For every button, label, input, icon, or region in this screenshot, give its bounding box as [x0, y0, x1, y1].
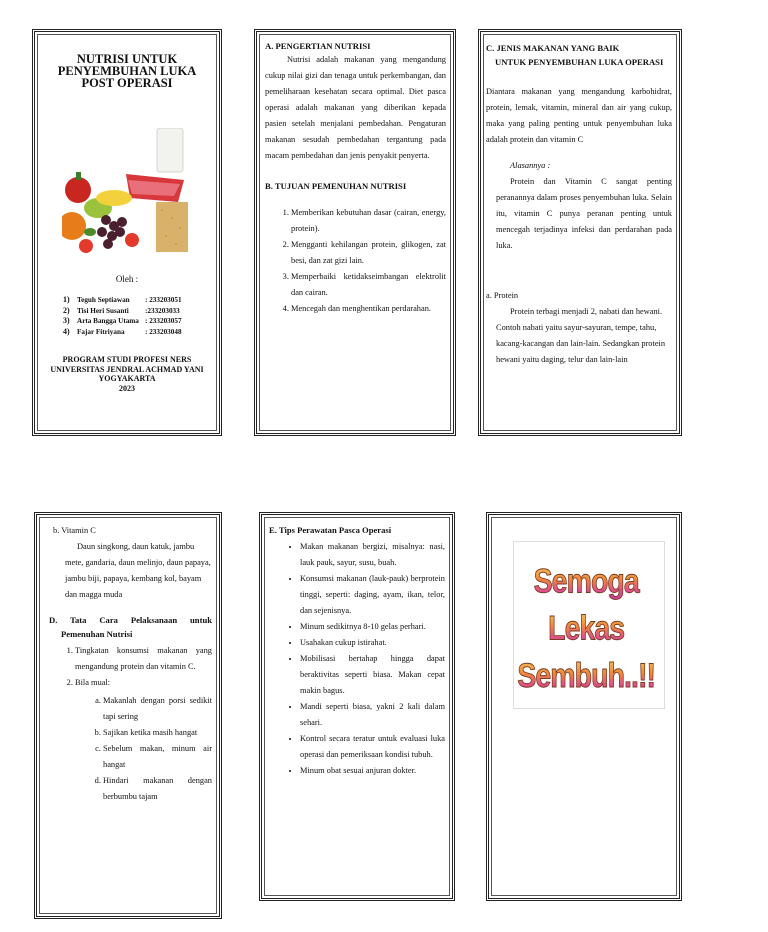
panel-tata-cara — [34, 512, 222, 919]
vitamin-c-text: Daun singkong, daun katuk, jambu mete, gandaria, daun melinjo, daun papaya, jambu biji, papaya, kembang kol, bayam dan magga muda — [65, 542, 211, 599]
wordart-line-3: Sembuh..!! — [517, 655, 656, 695]
list-item: 2. Bila mual: a. Makanlah dengan porsi sedikit tapi sering b. Sajikan ketika masih hangat c. Sebelum makan, minum air hangat d. Hindari makanan dengan berbumbu tajam — [75, 675, 212, 805]
panel-pengertian — [254, 29, 456, 436]
year: 2023 — [119, 383, 135, 393]
author-row: 4) Fajar Fitriyana : 233203048 — [63, 326, 182, 336]
author-row: 3) Arta Bangga Utama : 233203057 — [63, 316, 182, 325]
list-item: • Konsumsi makanan (lauk-pauk) berprotein tinggi, seperti: daging, ayam, ikan, telor, dan sejenisnya. — [300, 571, 445, 619]
author-row: 2) Tisi Heri Susanti :233203033 — [63, 305, 180, 315]
heading-tujuan: B. TUJUAN PEMENUHAN NUTRISI — [265, 181, 407, 191]
author-row: 1) Teguh Septiawan : 233203051 — [63, 295, 182, 304]
author-list — [63, 295, 209, 337]
sub-list — [75, 693, 212, 805]
panel-closing — [486, 512, 682, 901]
institution-block — [39, 355, 215, 393]
list-item: • Usahakan cukup istirahat. — [300, 635, 445, 651]
list-item: • Mobilisasi bertahap hingga dapat beraktivitas seperti biasa. Makan cepat makin bagus. — [300, 651, 445, 699]
university-name: UNIVERSITAS JENDRAL ACHMAD YANI YOGYAKARTA — [50, 364, 204, 383]
list-item: • Minum obat sesuai anjuran dokter. — [300, 763, 445, 779]
panel-tips — [259, 512, 455, 901]
heading-jenis-2: UNTUK PENYEMBUHAN LUKA OPERASI — [495, 57, 664, 67]
cover-title: NUTRISI UNTUK PENYEMBUHAN LUKA POST OPERASI — [57, 52, 197, 90]
food-illustration — [62, 128, 190, 256]
tata-cara-list — [49, 643, 212, 805]
tujuan-list — [265, 205, 446, 317]
wordart-line-1: Semoga — [533, 560, 639, 601]
pengertian-text: Nutrisi adalah makanan yang mengandung cukup nilai gizi dan tenaga untuk perkembangan, dan pemeliharaan kesehatan secara optimal. Diet pasca operasi adalah makanan yang diberikan kepada pasien setelah menjalani pembedahan. Pengaturan makanan sesudah pembedahan tergantung pada macam pembedahan dan jenis penyakit penyerta. — [265, 55, 446, 160]
heading-tips: E. Tips Perawatan Pasca Operasi — [269, 525, 392, 535]
protein-label: a. Protein — [486, 291, 519, 300]
oleh-label: Oleh : — [115, 274, 139, 284]
list-item: 4. Mencegah dan menghentikan perdarahan. — [291, 301, 446, 317]
jenis-text: Diantara makanan yang mengandung karbohidrat, protein, lemak, vitamin, mineral dan air yang cukup, maka yang paling penting untuk penyembuhan luka adalah protein dan vitamin C — [486, 87, 672, 144]
heading-tata-cara-2: Pemenuhan Nutrisi — [61, 629, 133, 639]
list-item: • Makan makanan bergizi, misalnya: nasi, lauk pauk, sayur, susu, buah. — [300, 539, 445, 571]
sub-item: c. Sebelum makan, minum air hangat — [103, 741, 212, 773]
sub-item: d. Hindari makanan dengan berbumbu tajam — [103, 773, 212, 805]
alasan-label: Alasannya : — [510, 161, 551, 170]
list-item: • Mandi seperti biasa, yakni 2 kali dalam sehari. — [300, 699, 445, 731]
wordart-line-2: Lekas — [548, 608, 625, 648]
list-item: 3. Memperbaiki ketidakseimbangan elektrolit dan cairan. — [291, 269, 446, 301]
sub-item: a. Makanlah dengan porsi sedikit tapi sering — [103, 693, 212, 725]
protein-text: Protein terbagi menjadi 2, nabati dan hewani. Contoh nabati yaitu sayur-sayuran, tempe, tahu, kacang-kacangan dan lain-lain. Sedangkan protein hewani yaitu daging, telur dan lain-lain — [496, 307, 666, 364]
tips-list — [269, 539, 445, 779]
list-item: 2. Mengganti kehilangan protein, glikogen, zat besi, dan zat gizi lain. — [291, 237, 446, 269]
list-item: 1. Memberikan kebutuhan dasar (cairan, energy, protein). — [291, 205, 446, 237]
heading-pengertian: A. PENGERTIAN NUTRISI — [265, 41, 371, 51]
panel-jenis-makanan — [478, 29, 682, 436]
cover-panel — [32, 29, 222, 436]
list-item: • Minum sedikitnya 8-10 gelas perhari. — [300, 619, 445, 635]
get-well-wordart — [513, 541, 665, 709]
list-item: • Kontrol secara teratur untuk evaluasi luka operasi dan pemeriksaan kondisi tubuh. — [300, 731, 445, 763]
alasan-text: Protein dan Vitamin C sangat penting peranannya dalam proses penyembuhan luka. Selain itu, vitamin C punya peranan penting untuk mencegah terjadinya infeksi dan perdarahan pada luka. — [496, 177, 672, 250]
list-item: 1. Tingkatan konsumsi makanan yang mengandung protein dan vitamin C. — [75, 643, 212, 675]
heading-tata-cara-1: D. Tata Cara Pelaksanaan untuk — [49, 615, 212, 625]
heading-jenis-1: C. JENIS MAKANAN YANG BAIK — [486, 43, 620, 53]
vitamin-c-label: b. Vitamin C — [53, 526, 96, 535]
sub-item: b. Sajikan ketika masih hangat — [103, 725, 212, 741]
program-name: PROGRAM STUDI PROFESI NERS — [62, 355, 192, 364]
